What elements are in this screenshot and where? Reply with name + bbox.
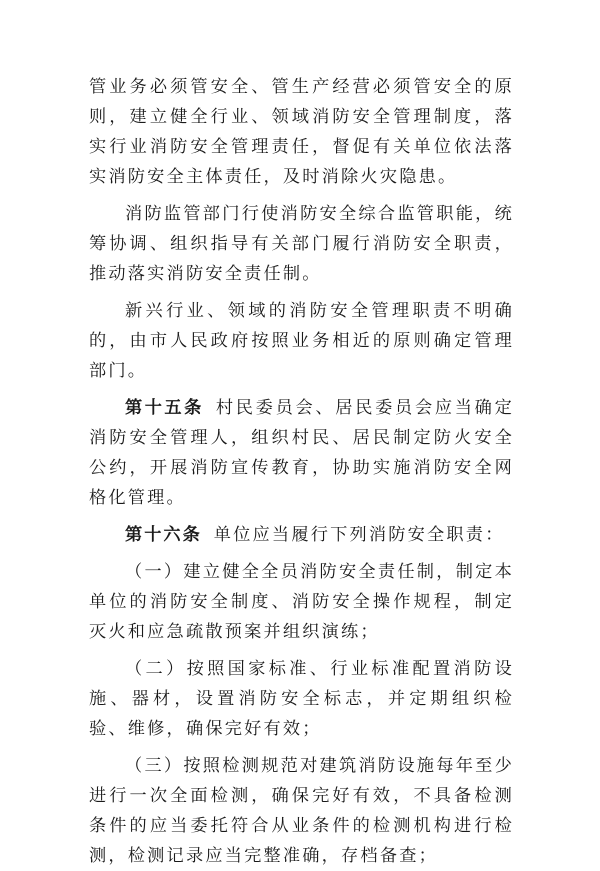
article-16 [89,520,514,550]
list-item-2: （二）按照国家标准、行业标准配置消防设施、器材，设置消防安全标志，并定期组织检验、维修，确保完好有效； [89,659,514,739]
paragraph-new-industries: 新兴行业、领域的消防安全管理职责不明确的，由市人民政府按照业务相近的原则确定管理部门。 [89,301,514,381]
paragraph-duty-principle: 管业务必须管安全、管生产经营必须管安全的原则，建立健全行业、领域消防安全管理制度，落实行业消防安全管理责任，督促有关单位依法落实消防安全主体责任，及时消除火灾隐患。 [89,77,514,187]
article-16-number: 第十六条 [125,525,202,545]
paragraph-fire-supervision: 消防监管部门行使消防安全综合监管职能，统筹协调、组织指导有关部门履行消防安全职责，推动落实消防安全责任制。 [89,204,514,284]
article-15 [89,393,514,513]
article-15-number: 第十五条 [125,398,204,418]
list-item-3: （三）按照检测规范对建筑消防设施每年至少进行一次全面检测，确保完好有效，不具备检测条件的应当委托符合从业条件的检测机构进行检测，检测记录应当完整准确，存档备查； [89,756,514,866]
article-15-text: 村民委员会、居民委员会应当确定消防安全管理人，组织村民、居民制定防火安全公约，开展消防宣传教育，协助实施消防安全网格化管理。 [89,398,514,508]
list-item-1: （一）建立健全全员消防安全责任制，制定本单位的消防安全制度、消防安全操作规程，制定灭火和应急疏散预案并组织演练； [89,562,514,642]
article-16-text: 单位应当履行下列消防安全职责： [213,525,505,545]
document-page [89,72,514,871]
